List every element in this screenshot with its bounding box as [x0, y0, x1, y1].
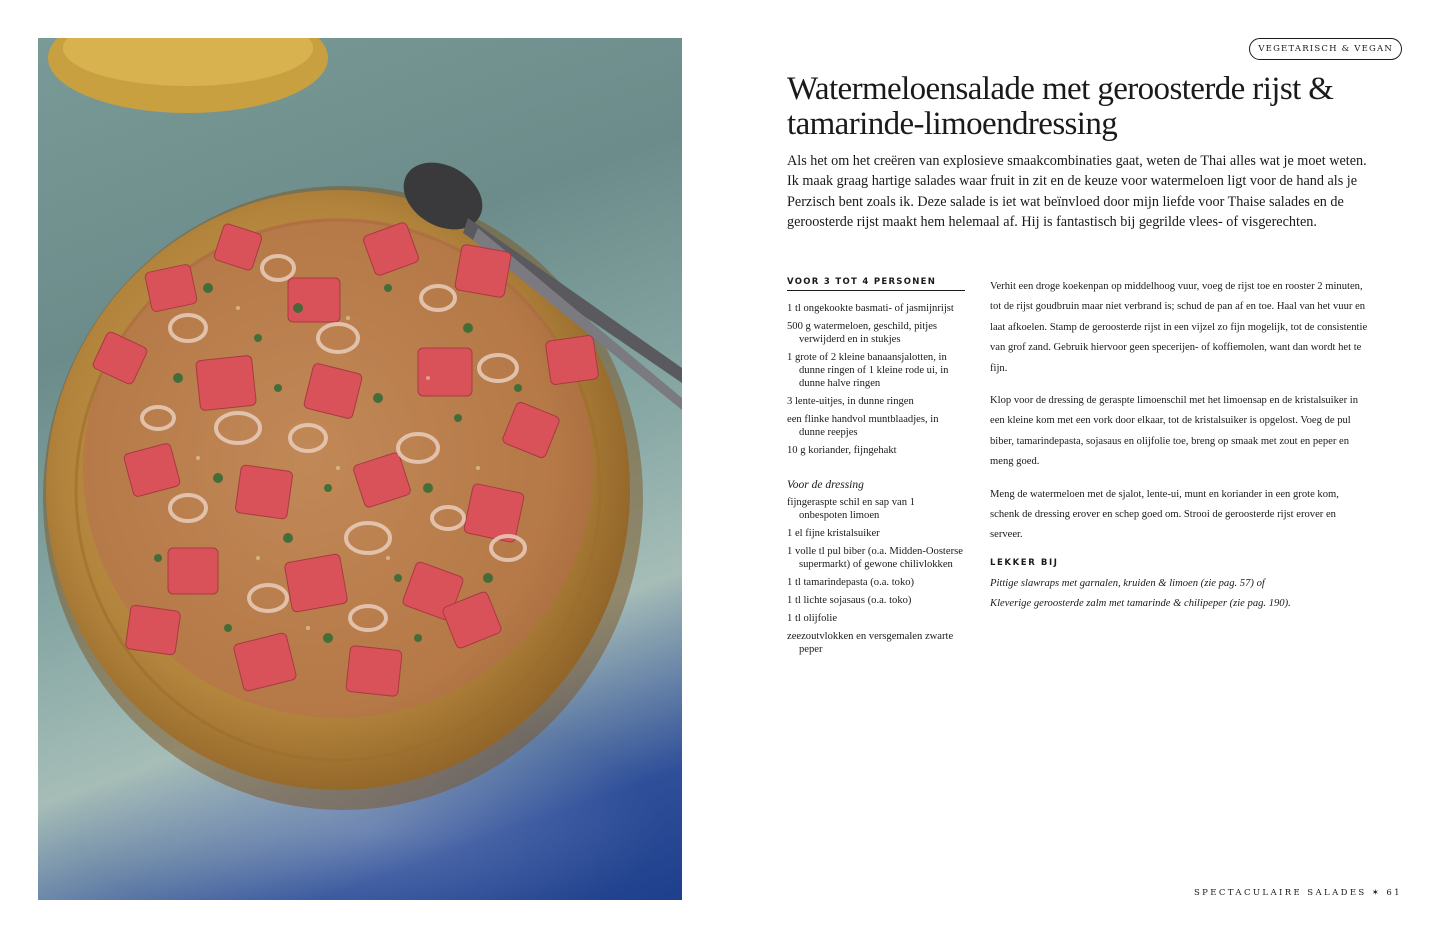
servings-heading: VOOR 3 TOT 4 PERSONEN: [787, 277, 965, 291]
dressing-ingredient-list: [787, 496, 965, 656]
dressing-ingredient-item: 1 el fijne kristalsuiker: [787, 528, 880, 539]
method-step: Klop voor de dressing de geraspte limoenschil met het limoensap en de kristalsuiker in een kleine kom met een vork door elkaar, tot de kristalsuiker is opgelost. Voeg de pul biber, tamarindepasta, sojasaus en olijfolie toe, breng op smaak met zout en peper en meng goed.: [990, 395, 1359, 468]
ingredient-item: 1 grote of 2 kleine banaansjalotten, in dunne ringen of 1 kleine rode ui, in dunne halve ringen: [787, 352, 949, 389]
ingredient-item: 10 g koriander, fijngehakt: [787, 445, 897, 456]
dressing-heading: Voor de dressing: [787, 479, 864, 491]
recipe-title: Watermeloensalade met geroosterde rijst & tamarinde-limoendressing: [787, 71, 1334, 142]
running-footer: SPECTACULAIRE SALADES ✶ 61: [1193, 888, 1402, 898]
ingredient-item: een flinke handvol muntblaadjes, in dunne reepjes: [787, 414, 939, 438]
dressing-ingredient-item: 1 tl lichte sojasaus (o.a. toko): [787, 595, 912, 606]
ingredient-item: 3 lente-uitjes, in dunne ringen: [787, 396, 914, 407]
category-badge: VEGETARISCH & VEGAN: [1249, 38, 1402, 60]
dressing-ingredient-item: 1 volle tl pul biber (o.a. Midden-Oosterse supermarkt) of gewone chilivlokken: [787, 546, 963, 570]
salad-plate-illustration: [38, 38, 682, 900]
recipe-intro: Als het om het creëren van explosieve smaakcombinaties gaat, weten de Thai alles wat je moet weten. Ik maak graag hartige salades waar fruit in zit en de keuze voor watermeloen ligt voor de hand als je Perzisch bent zoals ik. Deze salade is iet wat beïnvloed door mijn liefde voor Thaise salades en de geroosterde rijst maakt hem helemaal af. Hij is fantastisch bij gegrilde vlees- of visgerechten.: [787, 153, 1367, 230]
ingredient-list: [787, 302, 965, 457]
dressing-ingredient-item: 1 tl tamarindepasta (o.a. toko): [787, 577, 915, 588]
lekker-bij-item: Kleverige geroosterde zalm met tamarinde & chilipeper (zie pag. 190).: [990, 598, 1291, 610]
dressing-ingredient-item: 1 tl olijfolie: [787, 613, 838, 624]
recipe-photo: [38, 38, 682, 900]
lekker-bij-item: Pittige slawraps met garnalen, kruiden & limoen (zie pag. 57) of: [990, 577, 1265, 589]
ingredient-item: 500 g watermeloen, geschild, pitjes verwijderd en in stukjes: [787, 321, 938, 345]
method-step: Meng de watermeloen met de sjalot, lente-ui, munt en koriander in een grote kom, schenk de dressing erover en schep goed om. Strooi de geroosterde rijst erover en serveer.: [990, 488, 1339, 541]
dressing-ingredient-item: zeezoutvlokken en versgemalen zwarte peper: [787, 631, 954, 655]
lekker-bij-heading: LEKKER BIJ: [990, 557, 1059, 568]
ingredient-item: 1 tl ongekookte basmati- of jasmijnrijst: [787, 303, 954, 314]
dressing-ingredient-item: fijngeraspte schil en sap van 1 onbespoten limoen: [787, 497, 915, 521]
method-step: Verhit een droge koekenpan op middelhoog vuur, voeg de rijst toe en rooster 2 minuten, tot de rijst goudbruin maar niet verbrand is; schud de pan af en toe. Haal van het vuur en laat afkoelen. Stamp de geroosterde rijst in een vijzel zo fijn mogelijk, tot de consistentie van grof zand. Gebruik hiervoor geen specerijen- of koffiemolen, want dan wordt het te fijn.: [990, 281, 1368, 374]
method-column: [990, 277, 1370, 615]
ingredients-column: [787, 277, 965, 661]
